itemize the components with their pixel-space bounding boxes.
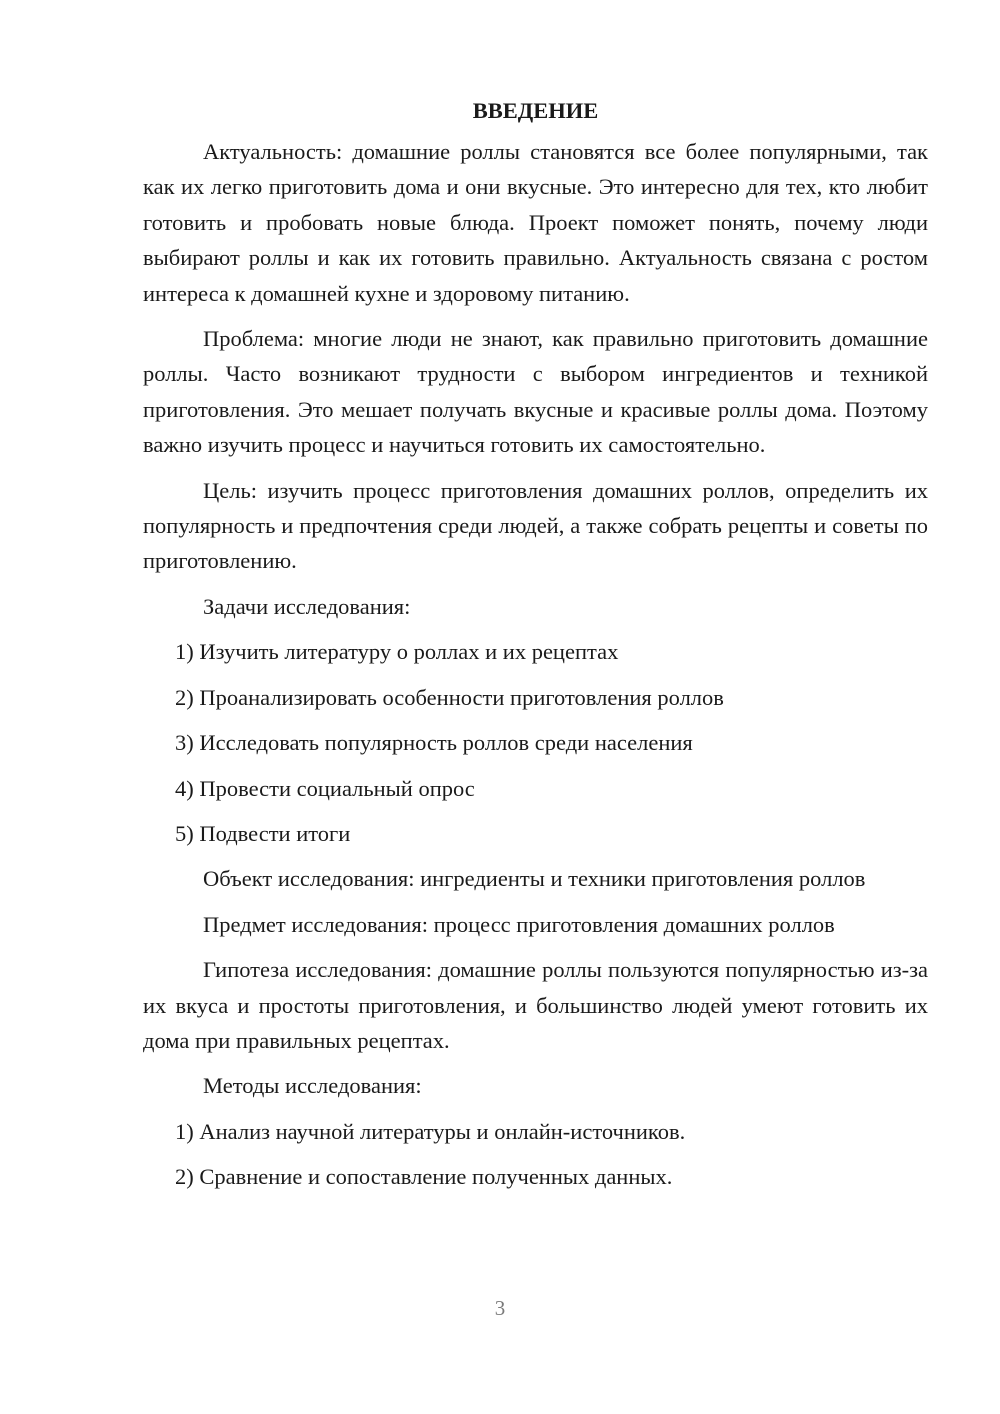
document-page (143, 92, 928, 1205)
page-number: 3 (494, 1296, 506, 1320)
section-title: ВВЕДЕНИЕ (472, 98, 599, 123)
methods-heading: Методы исследования: (203, 1073, 422, 1099)
tasks-heading: Задачи исследования: (203, 593, 411, 619)
task-item: 3) Исследовать популярность роллов среди населения (175, 730, 693, 756)
task-item: 5) Подвести итоги (175, 820, 351, 846)
hypothesis-paragraph: Гипотеза исследования: домашние роллы пользуются популярностью из-за их вкуса и простоты приготовления, и большинство людей умеют готовить их дома при правильных рецептах. (143, 957, 928, 1053)
problem-paragraph: Проблема: многие люди не знают, как правильно приготовить домашние роллы. Часто возникают трудности с выбором ингредиентов и техникой приготовления. Это мешает получать вкусные и красивые роллы дома. Поэтому важно изучить процесс и научиться готовить их самостоятельно. (143, 326, 928, 458)
relevance-paragraph: Актуальность: домашние роллы становятся все более популярными, так как их легко приготовить дома и они вкусные. Это интересно для тех, кто любит готовить и пробовать новые блюда. Проект поможет понять, почему люди выбирают роллы и как их готовить правильно. Актуальность связана с ростом интереса к домашней кухне и здоровому питанию. (143, 139, 928, 306)
task-item: 1) Изучить литературу о роллах и их рецептах (175, 639, 619, 665)
object-paragraph: Объект исследования: ингредиенты и техники приготовления роллов (203, 866, 866, 892)
method-item: 1) Анализ научной литературы и онлайн-источников. (175, 1118, 686, 1144)
task-item: 2) Проанализировать особенности приготовления роллов (175, 684, 724, 710)
task-item: 4) Провести социальный опрос (175, 775, 475, 801)
subject-paragraph: Предмет исследования: процесс приготовления домашних роллов (203, 911, 835, 937)
method-item: 2) Сравнение и сопоставление полученных данных. (175, 1164, 673, 1190)
goal-paragraph: Цель: изучить процесс приготовления домашних роллов, определить их популярность и предпочтения среди людей, а также собрать рецепты и советы по приготовлению. (143, 477, 928, 574)
